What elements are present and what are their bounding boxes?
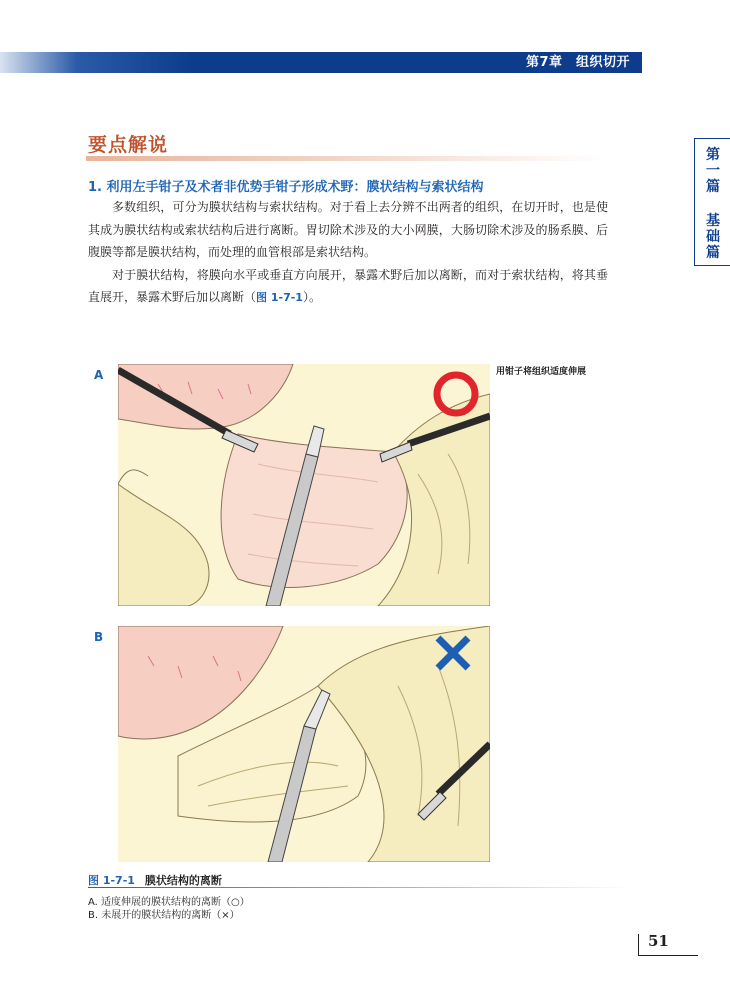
paragraph-1: 多数组织，可分为膜状结构与索状结构。对于看上去分辨不出两者的组织，在切开时，也是使其成为膜状结构或索状结构后进行离断。胃切除术涉及的大小网膜，大肠切除术涉及的肠系膜、后腹膜等都是膜状结构，而处理的血管根部是索状结构。 [88, 200, 608, 260]
panel-b-svg [118, 626, 490, 862]
page-number: 51 [648, 932, 669, 950]
part-char: 一 [706, 163, 720, 179]
section-underline [86, 156, 606, 161]
section-char: 篇 [706, 245, 720, 261]
figure-caption [88, 872, 222, 888]
part-side-tab [694, 138, 730, 266]
subheading: 1. 利用左手钳子及术者非优势手钳子形成术野：膜状结构与索状结构 [88, 180, 484, 195]
panel-a-svg [118, 364, 490, 606]
part-label [695, 147, 730, 195]
panel-a-illustration [118, 364, 490, 606]
page-number-rule-bottom [638, 955, 698, 956]
section-char: 基 [706, 213, 720, 229]
page-number-rule [638, 934, 639, 956]
figure-number: 图 1-7-1 [88, 874, 135, 887]
paragraph-2-end: ）。 [302, 290, 321, 305]
figure-reference[interactable]: 图 1-7-1 [256, 291, 303, 305]
paragraph-2 [88, 264, 608, 310]
panel-b-illustration [118, 626, 490, 862]
body-text [88, 196, 608, 310]
part-char: 第 [706, 147, 720, 163]
part-char: 篇 [706, 179, 720, 195]
section-char: 础 [706, 229, 720, 245]
caption-rule [88, 887, 628, 888]
chapter-header-bar [0, 52, 642, 73]
panel-b-label: B [94, 630, 104, 644]
figure-caption-title: 膜状结构的离断 [144, 874, 222, 887]
figure-note-a: A. 适度伸展的膜状结构的离断（○） [88, 897, 250, 908]
section-title: 要点解说 [88, 134, 169, 156]
figure-callout: 用钳子将组织适度伸展 [496, 367, 587, 377]
section-label [695, 213, 730, 261]
paragraph-2-text: 对于膜状结构，将膜向水平或垂直方向展开，暴露术野后加以离断，而对于索状结构，将其垂直展开，暴露术野后加以离断（ [88, 267, 608, 305]
panel-a-label: A [94, 368, 104, 382]
chapter-title: 第7章 组织切开 [525, 55, 630, 70]
figure-note-b: B. 未展开的膜状结构的离断（×） [88, 910, 240, 921]
